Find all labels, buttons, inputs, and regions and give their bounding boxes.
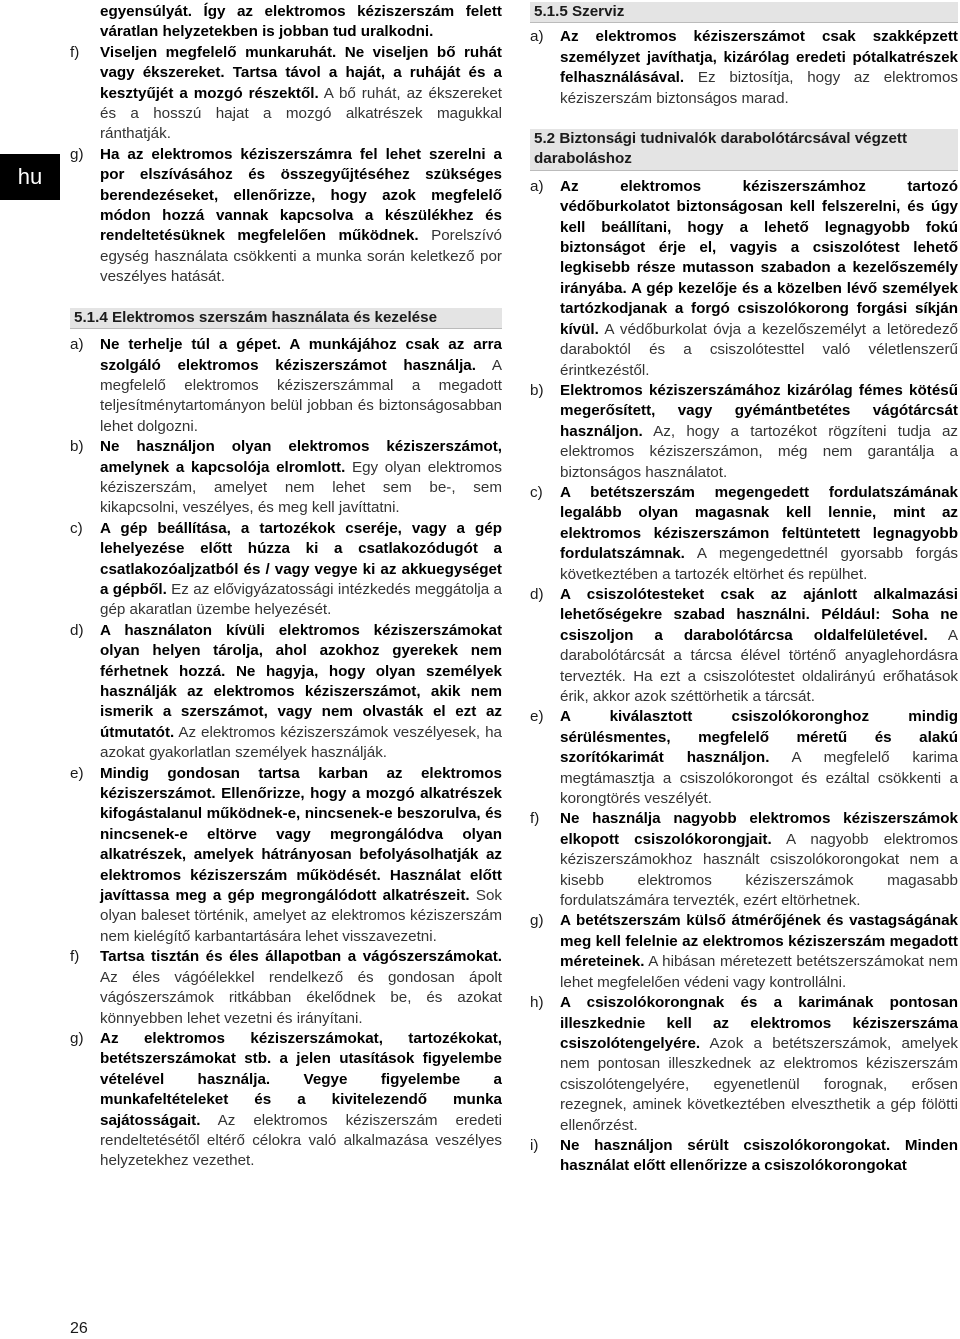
item-label: b) [530,381,544,399]
item-label: a) [70,336,84,354]
intro-bold: egyensúlyát. Így az elektromos kéziszerszám felett váratlan helyzetekben is jobban tud uralkodni. [100,3,502,41]
list-item [530,177,958,381]
language-tab: hu [0,154,60,200]
item-bold: A használaton kívüli elektromos kéziszerszámokat olyan helyen tárolja, ahol azokhoz gyerekek nem férhetnek hozzá. Ne hagyja, hogy olyan személyek használják az elektromos kéziszerszámot, akik nem ismerik a szerszámot, vagy nem olvasták el ezt az útmutatót. [100,621,502,741]
item-bold: Viseljen megfelelő munkaruhát. Ne viseljen bő ruhát vagy ékszereket. Tartsa távol a haját, a ruháját és a kesztyűjét a mozgó részektől. [100,43,502,102]
item-label: f) [70,43,80,61]
item-bold: Ha az elektromos kéziszerszámra fel lehet szerelni a por elszívásához és összegyűjtéséhez szükséges berendezéseket, ellenőrizze, hogy azok megfelelő módon hozzá vannak kapcsolva a készülékhez és rendeltetésüknek megfelelően működnek. [100,145,502,245]
item-bold: Az elektromos kéziszerszámokat, tartozékokat, betétszerszámokat stb. a jelen utasítások figyelembe vételével használja. Vegye figyelembe a munkafeltételeket és a kivitelezendő munka sajátosságait. [100,1029,502,1129]
item-label: a) [530,177,544,195]
right-column [530,2,958,1177]
item-label: g) [70,145,84,163]
item-bold: Mindig gondosan tartsa karban az elektromos kéziszerszámot. Ellenőrizze, hogy a mozgó alkatrészek kifogástalanul működnek-e, nincsenek-e beszorulva, és nincsenek-e eltörve vagy megrongálódva olyan alkatrészek, amelyek hátrányosan befolyásolhatják az elektromos kéziszerszám működését. Használat előtt javíttassa meg a gép megrongálódott alkatrészeit. [100,764,502,905]
list-item [70,621,502,764]
list-item [70,519,502,621]
item-text: A darabolótárcsát a tárcsa élével történő anyaglehordásra tervezték. Ha ezt a csiszolótestet oldalirányú erőhatások érik, akkor azok széttörhetik a tárcsát. [560,626,958,705]
list-item [70,145,502,288]
list-item [530,911,958,993]
intro-paragraph [70,2,502,43]
section-title-5-1-4: 5.1.4 Elektromos szerszám használata és kezelése [70,308,502,329]
item-text: A megengedettnél gyorsabb forgás következtében a tartozék eltörhet és repülhet. [560,545,958,583]
item-bold: A csiszolókorongnak és a karimának pontosan illeszkednie kell az elektromos kéziszerszáma csiszolótengelyére. [560,994,958,1052]
item-text: A megfelelő elektromos kéziszerszámmal a megadott teljesítménytartományon belül jobban és biztonságosabban lehet dolgozni. [100,356,502,435]
left-column [70,2,502,1172]
list-item [530,381,958,483]
item-label: g) [70,1029,84,1047]
item-text: Egy olyan elektromos kéziszerszám, amelyet nem lehet sem be-, sem kikapcsolni, veszélyes, és meg kell javíttatni. [100,458,502,517]
section-title-text: 5.2 Biztonsági tudnivalók darabolótárcsával végzett daraboláshoz [534,130,908,168]
item-text: Az elektromos kéziszerszámok veszélyesek, ha azokat gyakorlatlan személyek használják. [100,723,502,762]
item-text: Porelszívó egység használata csökkenti a munka során keletkező por veszélyes hatását. [100,227,503,286]
item-bold: Az elektromos kéziszerszámot csak szakképzett személyzet javíthatja, kizárólag eredeti pótalkatrészek felhasználásával. [560,28,958,87]
item-text: Ez biztosítja, hogy az elektromos kéziszerszám biztonságos marad. [560,69,958,107]
item-bold: A csiszolótesteket csak az ajánlott alkalmazási lehetőségekre szabad használni. Például: Soha ne csiszoljon a darabolótárcsa oldalfelületével. [560,585,958,644]
section-title-5-1-5: 5.1.5 Szerviz [530,2,958,23]
item-bold: Ne használjon sérült csiszolókorongokat. Minden használat előtt ellenőrizze a csiszolókorongokat [560,1136,958,1175]
item-text: Az elektromos kéziszerszám eredeti rendeltetésétől eltérő célokra való alkalmazása veszélyes helyzetekhez vezethet. [100,1111,502,1170]
item-label: f) [70,948,80,966]
item-bold: Ne használja nagyobb elektromos kéziszerszámok elkopott csiszolókorongjait. [560,810,958,848]
item-label: h) [530,994,544,1012]
item-label: e) [70,764,84,782]
item-label: a) [530,28,544,46]
list-item [70,764,502,948]
list-item [530,585,958,707]
item-text: A védőburkolat óvja a kezelőszemélyt a letöredező daraboktól és a csiszolótesttel való véletlenszerű érintkezéstől. [560,320,958,379]
item-text: Azok a betétszerszámok, amelyek nem pontosan illeszkednek az elektromos kéziszerszám csiszolótengelyére, egyenetlenül forognak, erősen rezegnek, aminek következtében elveszthetik a gép fölötti ellenőrzést. [560,1034,958,1134]
item-bold: A betétszerszám külső átmérőjének és vastagságának meg kell felelnie az elektromos kéziszerszám megadott méreteinek. [560,912,958,971]
item-label: c) [70,519,83,537]
list-item [530,27,958,109]
item-text: Az éles vágóélekkel rendelkező és gondosan ápolt vágószerszámok ritkábban ékelődnek be, és azokat könnyebben lehet vezetni és irányítani. [100,968,502,1027]
page-number: 26 [70,1320,88,1337]
list-item [70,1029,502,1172]
list-item [70,437,502,519]
item-bold: A kiválasztott csiszolókoronghoz mindig sérülésmentes, megfelelő méretű és alakú szorítókarimát használjon. [560,708,958,767]
item-text: Sok olyan baleset történik, amelyet az elektromos kéziszerszám nem kielégítő karbantartására lehet visszavezetni. [100,887,503,945]
item-label: d) [70,621,84,639]
item-label: d) [530,585,544,603]
item-bold: Ne használjon olyan elektromos kéziszerszámot, amelynek a kapcsolója elromlott. [100,438,502,476]
list-item [70,43,502,145]
list-item [70,335,502,437]
item-text: A bő ruhát, az ékszereket és a hosszú hajat a mozgó alkatrészek magukkal ránthatják. [100,84,502,143]
item-text: A megfelelő karima megtámasztja a csiszolókorongot és ezáltal csökkenti a korongtörés veszélyét. [560,749,958,808]
item-label: g) [530,912,544,930]
item-text: Az, hogy a tartozékot rögzíteni tudja az elektromos kéziszerszámon, még nem garantálja a biztonságos használatot. [560,422,958,481]
item-label: i) [530,1136,539,1154]
list-item [530,707,958,809]
list-item [530,1136,958,1177]
item-label: c) [530,483,543,501]
list-item [530,483,958,585]
item-bold: A gép beállítása, a tartozékok cseréje, vagy a gép lehelyezése előtt húzza ki a csatlakozódugót a csatlakozóaljzatból és / vagy vegye ki az akkuegységet a gépből. [100,519,502,598]
item-text: A hibásan méretezett betétszerszámokat nem lehet megfelelően védeni vagy kontrollálni. [560,953,958,991]
list-item [530,993,958,1136]
item-bold: Ne terhelje túl a gépet. A munkájához csak az arra szolgáló elektromos kéziszerszámot használja. [100,336,502,374]
item-label: f) [530,810,540,828]
list-item [70,947,502,1029]
item-bold: Az elektromos kéziszerszámhoz tartozó védőburkolatot biztonságosan kell felszerelni, és úgy kell beállítani, hogy a lehető legnagyobb fokú biztonságot érje el, vagyis a csiszolótest lehető legkisebb része mutasson szabadon a kezelőszemély irányába. A gép kezelője és a közelben lévő személyek tartózkodjanak a forgó csiszolókorong forgási síkján kívül. [560,177,958,338]
item-bold: A betétszerszám megengedett fordulatszámának legalább olyan magasnak kell lennie, mint az elektromos kéziszerszámon feltüntetett legnagyobb fordulatszámnak. [560,483,958,563]
item-label: b) [70,438,84,456]
list-item [530,809,958,911]
item-bold: Tartsa tisztán és éles állapotban a vágószerszámokat. [100,948,502,966]
item-text: Ez az elővigyázatossági intézkedés meggátolja a gép akaratlan üzembe helyezését. [100,580,502,619]
item-text: A nagyobb elektromos kéziszerszámokhoz használt csiszolókorongokat nem a kisebb elektromos kéziszerszámok magasabb fordulatszámára tervezték, ezért eltörhetnek. [560,830,958,910]
section-title-5-2 [530,129,958,171]
item-bold: Elektromos kéziszerszámához kizárólag fémes kötésű megerősített, vagy gyémántbetétes vágótárcsát használjon. [560,381,958,440]
item-label: e) [530,708,544,726]
